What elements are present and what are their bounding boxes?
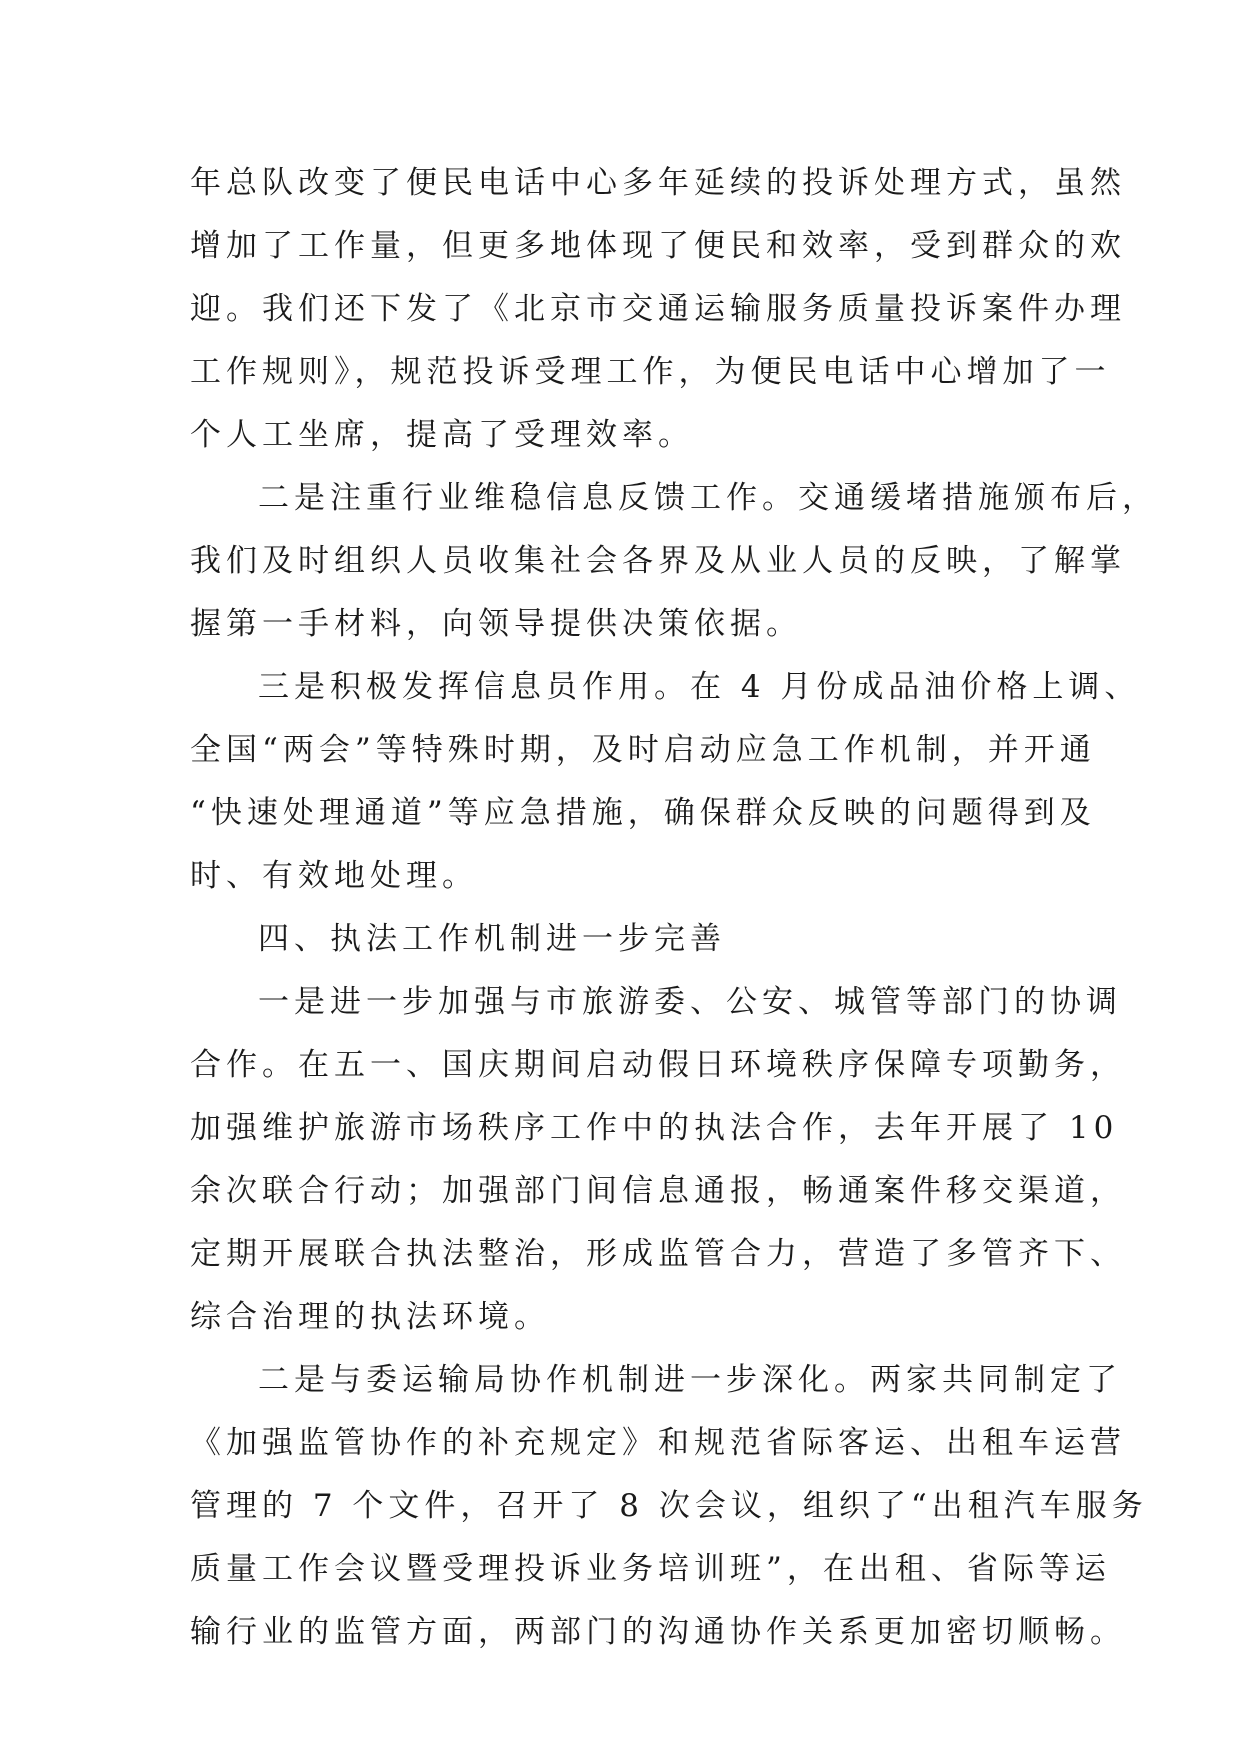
paragraph-first-line: 三是积极发挥信息员作用。在 4 月份成品油价格上调、 [258,669,1141,705]
paragraph-first-line: 二是注重行业维稳信息反馈工作。交通缓堵措施颁布后， [258,480,1158,516]
text-line: 握第一手材料，向领导提供决策依据。 [190,606,802,642]
text-line: 工作规则》，规范投诉受理工作，为便民电话中心增加了一 [190,354,1111,390]
text-line: 增加了工作量，但更多地体现了便民和效率，受到群众的欢 [190,228,1126,264]
paragraph-first-line: 一是进一步加强与市旅游委、公安、城管等部门的协调 [258,984,1122,1020]
text-line: 全国“两会”等特殊时期，及时启动应急工作机制，并开通 [190,732,1096,768]
text-line: “快速处理通道”等应急措施，确保群众反映的问题得到及 [190,795,1096,831]
text-line: 定期开展联合执法整治，形成监管合力，营造了多管齐下、 [190,1236,1126,1272]
text-line: 个人工坐席，提高了受理效率。 [190,417,694,453]
text-line: 管理的 7 个文件，召开了 8 次会议，组织了“出租汽车服务 [190,1488,1148,1524]
text-line: 加强维护旅游市场秩序工作中的执法合作，去年开展了 10 [190,1110,1119,1146]
text-line: 《加强监管协作的补充规定》和规范省际客运、出租车运营 [190,1425,1126,1461]
text-line: 迎。我们还下发了《北京市交通运输服务质量投诉案件办理 [190,291,1126,327]
text-line: 合作。在五一、国庆期间启动假日环境秩序保障专项勤务， [190,1047,1126,1083]
section-heading: 四、执法工作机制进一步完善 [258,921,726,957]
text-line: 质量工作会议暨受理投诉业务培训班”，在出租、省际等运 [190,1551,1111,1587]
text-line: 年总队改变了便民电话中心多年延续的投诉处理方式，虽然 [190,165,1126,201]
text-line: 输行业的监管方面，两部门的沟通协作关系更加密切顺畅。 [190,1614,1126,1650]
text-line: 我们及时组织人员收集社会各界及从业人员的反映，了解掌 [190,543,1126,579]
paragraph-first-line: 二是与委运输局协作机制进一步深化。两家共同制定了 [258,1362,1122,1398]
text-line: 综合治理的执法环境。 [190,1299,550,1335]
text-line: 余次联合行动；加强部门间信息通报，畅通案件移交渠道， [190,1173,1126,1209]
text-line: 时、有效地处理。 [190,858,478,894]
body-text [190,152,1158,1664]
